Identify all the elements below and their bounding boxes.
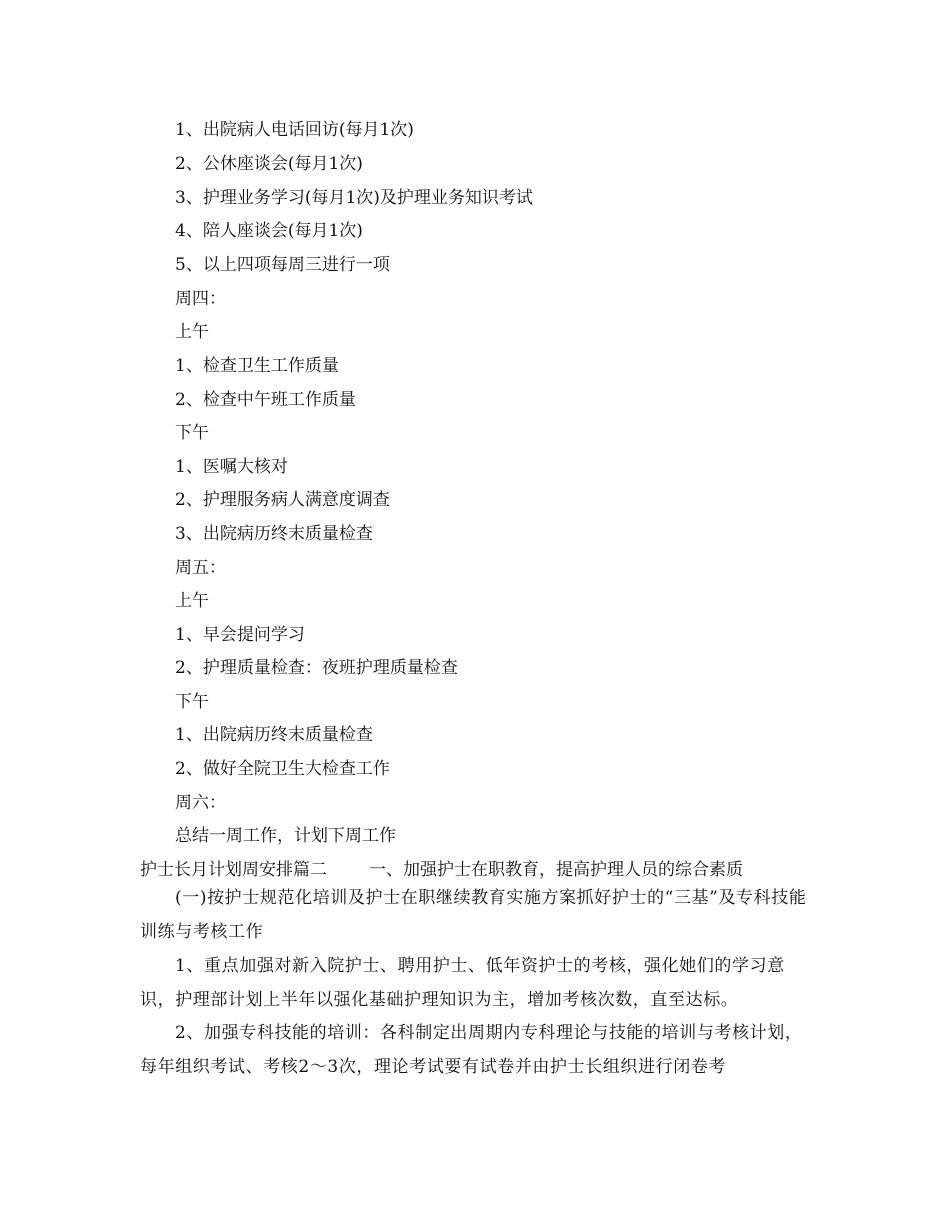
paragraph-assessment: 1、重点加强对新入院护士、聘用护士、低年资护士的考核，强化她们的学习意识，护理部计划上半年以强化基础护理知识为主，增加考核次数，直至达标。 [140, 956, 785, 1010]
paragraph-specialty: 2、加强专科技能的培训：各科制定出周期内专科理论与技能的培训与考核计划，每年组织考试、考核2～3次，理论考试要有试卷并由护士长组织进行闭卷考 [140, 1023, 803, 1077]
paragraph-training: (一)按护士规范化培训及护士在职继续教育实施方案抓好护士的“三基”及专科技能训练与考核工作 [140, 888, 807, 942]
period-heading-morning: 上午 [175, 322, 209, 342]
list-item: 3、出院病历终末质量检查 [175, 524, 373, 544]
list-item-wednesday-rule: 5、以上四项每周三进行一项 [175, 255, 390, 275]
list-item-callback: 1、出院病人电话回访(每月1次) [175, 120, 414, 140]
list-item-forum: 2、公休座谈会(每月1次) [175, 154, 363, 174]
list-item: 2、做好全院卫生大检查工作 [175, 759, 390, 779]
list-item-escort-forum: 4、陪人座谈会(每月1次) [175, 221, 363, 241]
section-subtitle: 一、加强护士在职教育，提高护理人员的综合素质 [369, 860, 743, 880]
section-heading [140, 859, 743, 881]
list-item-summary: 总结一周工作，计划下周工作 [175, 826, 396, 846]
day-heading-friday: 周五： [175, 558, 226, 578]
list-item: 2、检查中午班工作质量 [175, 390, 356, 410]
period-heading-afternoon: 下午 [175, 423, 209, 443]
day-heading-thursday: 周四： [175, 289, 226, 309]
section-title: 护士长月计划周安排篇二 [140, 860, 327, 880]
list-item: 1、医嘱大核对 [175, 457, 288, 477]
list-item: 1、检查卫生工作质量 [175, 356, 339, 376]
list-item-study: 3、护理业务学习(每月1次)及护理业务知识考试 [175, 188, 533, 208]
list-item: 1、早会提问学习 [175, 625, 305, 645]
list-item: 2、护理服务病人满意度调查 [175, 490, 390, 510]
list-item: 1、出院病历终末质量检查 [175, 725, 373, 745]
day-heading-saturday: 周六： [175, 793, 226, 813]
period-heading-afternoon: 下午 [175, 692, 209, 712]
period-heading-morning: 上午 [175, 591, 209, 611]
list-item: 2、护理质量检查：夜班护理质量检查 [175, 658, 458, 678]
